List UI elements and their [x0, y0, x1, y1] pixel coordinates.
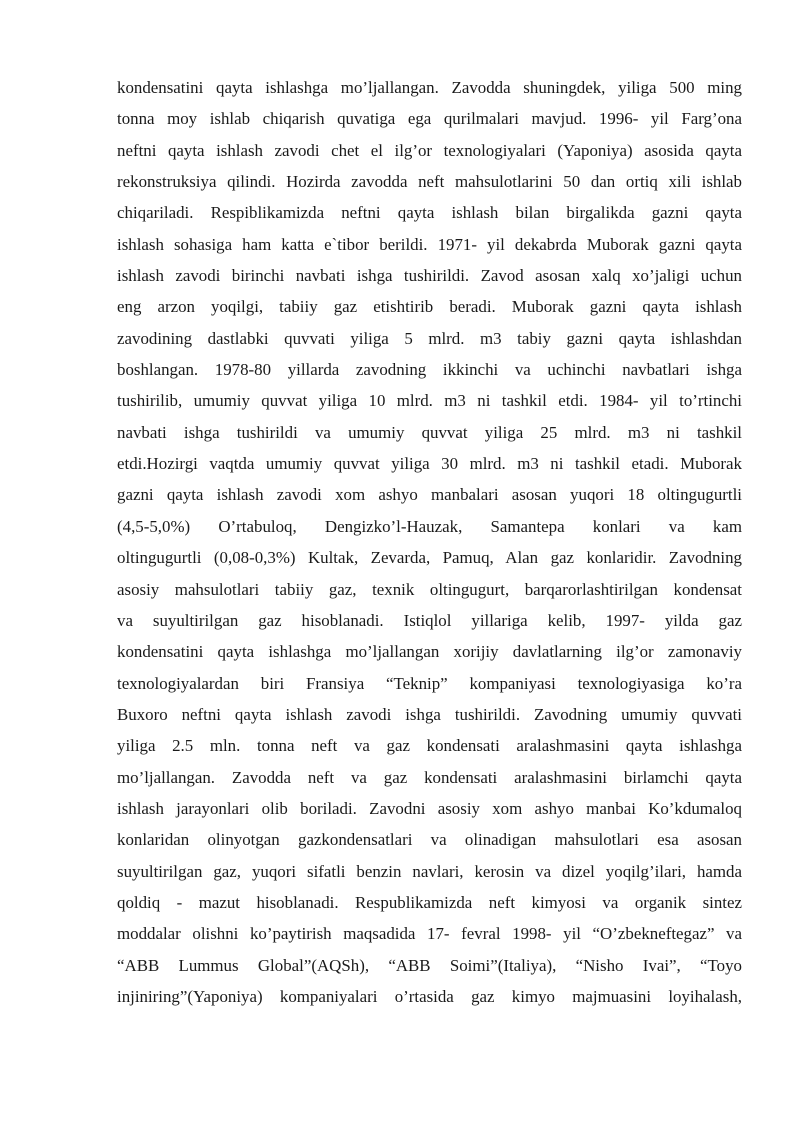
- text-line: Buxoro neftni qayta ishlash zavodi ishga tushirildi. Zavodning umumiy quvvati: [117, 704, 742, 724]
- text-line: qoldiq - mazut hisoblanadi. Respublikamizda neft kimyosi va organik sintez: [117, 892, 742, 912]
- text-line: yiliga 2.5 mln. tonna neft va gaz kondensati aralashmasini qayta ishlashga: [117, 736, 742, 756]
- text-line: chiqariladi. Respiblikamizda neftni qayta ishlash bilan birgalikda gazni qayta: [117, 203, 742, 223]
- text-line: boshlangan. 1978-80 yillarda zavodning ikkinchi va uchinchi navbatlari ishga: [117, 360, 742, 380]
- text-line: mo’ljallangan. Zavodda neft va gaz kondensati aralashmasini birlamchi qayta: [117, 767, 742, 787]
- text-line: kondensatini qayta ishlashga mo’ljallangan. Zavodda shuningdek, yiliga 500 ming: [117, 78, 742, 97]
- text-line: etdi.Hozirgi vaqtda umumiy quvvat yiliga 30 mlrd. m3 ni tashkil etadi. Muborak: [117, 454, 742, 474]
- text-line: ishlash sohasiga ham katta e`tibor berildi. 1971- yil dekabrda Muborak gazni qayta: [117, 234, 742, 254]
- text-line: asosiy mahsulotlari tabiiy gaz, texnik oltingugurt, barqarorlashtirilgan kondensat: [117, 579, 742, 599]
- text-line: moddalar olishni ko’paytirish maqsadida 17- fevral 1998- yil “O’zbekneftegaz” va: [117, 924, 742, 944]
- text-line: eng arzon yoqilgi, tabiiy gaz etishtirib beradi. Muborak gazni qayta ishlash: [117, 297, 742, 317]
- text-line: tonna moy ishlab chiqarish quvatiga ega qurilmalari mavjud. 1996- yil Farg’ona: [117, 109, 742, 129]
- text-line: zavodining dastlabki quvvati yiliga 5 mlrd. m3 tabiy gazni qayta ishlashdan: [117, 328, 742, 348]
- text-line: oltingugurtli (0,08-0,3%) Kultak, Zevarda, Pamuq, Alan gaz konlaridir. Zavodning: [117, 548, 742, 568]
- text-line: rekonstruksiya qilindi. Hozirda zavodda neft mahsulotlarini 50 dan ortiq xili ishlab: [117, 172, 742, 192]
- text-line: navbati ishga tushirildi va umumiy quvvat yiliga 25 mlrd. m3 ni tashkil: [117, 422, 742, 442]
- text-line: konlaridan olinyotgan gazkondensatlari va olinadigan mahsulotlari esa asosan: [117, 830, 742, 850]
- text-line: kondensatini qayta ishlashga mo’ljallangan xorijiy davlatlarning ilg’or zamonaviy: [117, 642, 742, 662]
- body-text: [117, 72, 742, 1012]
- text-line: “ABB Lummus Global”(AQSh), “ABB Soimi”(Italiya), “Nisho Ivai”, “Toyo: [117, 955, 742, 975]
- text-line: va suyultirilgan gaz hisoblanadi. Istiqlol yillariga kelib, 1997- yilda gaz: [117, 610, 742, 630]
- text-line: gazni qayta ishlash zavodi xom ashyo manbalari asosan yuqori 18 oltingugurtli: [117, 485, 742, 505]
- text-line: (4,5-5,0%) O’rtabuloq, Dengizko’l-Hauzak, Samantepa konlari va kam: [117, 516, 742, 536]
- text-line: texnologiyalardan biri Fransiya “Teknip” kompaniyasi texnologiyasiga ko’ra: [117, 673, 742, 693]
- text-line: suyultirilgan gaz, yuqori sifatli benzin navlari, kerosin va dizel yoqilg’ilari, hamda: [117, 861, 742, 881]
- text-line: injiniring”(Yaponiya) kompaniyalari o’rtasida gaz kimyo majmuasini loyihalash,: [117, 986, 742, 1006]
- text-line: ishlash zavodi birinchi navbati ishga tushirildi. Zavod asosan xalq xo’jaligi uchun: [117, 266, 742, 286]
- text-line: tushirilib, umumiy quvvat yiliga 10 mlrd. m3 ni tashkil etdi. 1984- yil to’rtinchi: [117, 391, 742, 411]
- text-line: ishlash jarayonlari olib boriladi. Zavodni asosiy xom ashyo manbai Ko’kdumaloq: [117, 798, 742, 818]
- text-line: neftni qayta ishlash zavodi chet el ilg’or texnologiyalari (Yaponiya) asosida qayta: [117, 140, 742, 160]
